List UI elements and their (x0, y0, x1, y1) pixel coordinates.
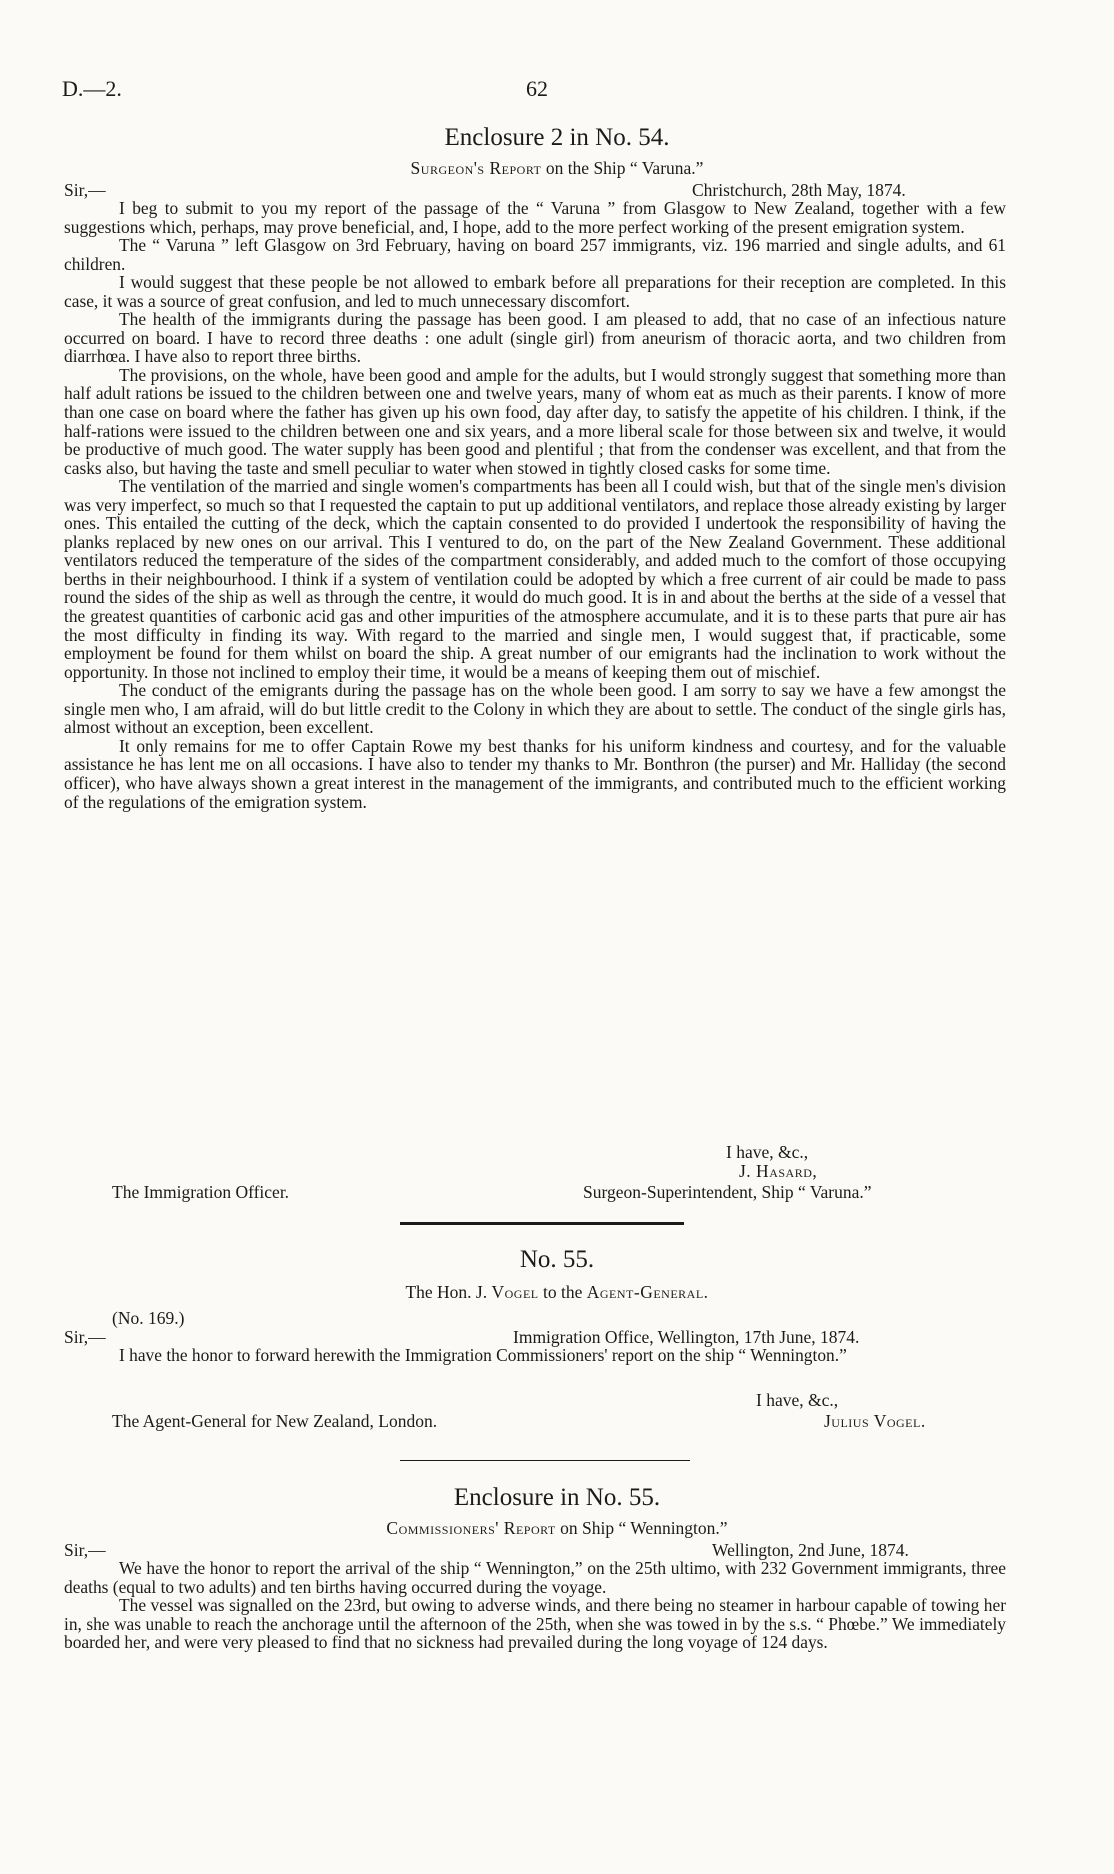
enclosure-55-title: Enclosure in No. 55. (453, 1484, 661, 1511)
paragraph: It only remains for me to offer Captain Rowe my best thanks for his uniform kindness and courtesy, and for the valuable assistance he has lent me on all occasions. I have also to tender my thanks to Mr. Bonthron (the purser) and Mr. Halliday (the second officer), who have always shown a great interest in the management of the immigrants, and contributed much to the efficient working of the regulations of the emigration system. (64, 735, 1006, 812)
place-date: Immigration Office, Wellington, 17th June, 1874. (513, 1327, 860, 1347)
paragraph: The ventilation of the married and single women's compartments has been all I could wish, but that of the single men's division was very imperfect, so much so that I requested the captain to put up additional ventilators, and replace those already existing by larger ones. This entailed the cutting of the deck, which the captain consented to do provided I undertook the responsibility of having the planks replaced by new ones on our arrival. This I ventured to do, on the part of the New Zealand Government. These additional ventilators reduced the temperature of the sides of the compartment considerably, and added much to the comfort of those occupying berths in their neighbourhood. I think if a system of ventilation could be adopted by which a free current of air could be made to pass round the sides of the ship as well as through the centre, it would do much good. It is in and about the berths at the side of a vessel that the greatest quantities of carbonic acid gas and other impurities of the atmosphere accumulate, and it is to these parts that pure air has the most difficulty in finding its way. With regard to the married and single men, I would suggest that, if practicable, some employment be found for them whilst on board the ship. A great number of our emigrants had the inclination to work without the opportunity. In those not inclined to employ their time, it would be a means of keeping them out of mischief. (64, 476, 1006, 682)
enclosure-55-subtitle (0, 1518, 1114, 1539)
salutation: Sir,— (64, 1540, 106, 1560)
paragraph: The health of the immigrants during the passage has been good. I am pleased to add, that no case of an infectious nature occurred on board. I have to record three deaths : one adult (single girl) from aneurism of thoracic aorta, and two children from diarrhœa. I have also to report three births. (64, 309, 1006, 367)
enclosure-2-subtitle (0, 158, 1114, 179)
enclosure-2-title: Enclosure 2 in No. 54. (444, 124, 670, 151)
closing: I have, &c., (756, 1390, 839, 1410)
signer-title: Surgeon-Superintendent, Ship “ Varuna.” (583, 1182, 872, 1202)
report-heading: Commissioners' Report (386, 1518, 556, 1538)
subtitle-prefix: The Hon. J. (405, 1282, 492, 1302)
paragraph: I beg to submit to you my report of the passage of the “ Varuna ” from Glasgow to New Zealand, together with a few suggestions which, perhaps, may prove beneficial, and, I hope, add to the more perfect working of the present emigration system. (64, 198, 1006, 237)
addressee: The Immigration Officer. (112, 1182, 290, 1202)
ship-name: on the Ship “ Varuna.” (541, 158, 704, 178)
addressee: The Agent-General for New Zealand, London. (112, 1411, 438, 1431)
letter-body (64, 199, 1006, 811)
paragraph: We have the honor to report the arrival of the ship “ Wennington,” on the 25th ultimo, with 232 Government immigrants, three deaths (equal to two adults) and ten births having occurred during the voyage. (64, 1558, 1006, 1597)
section-divider (400, 1460, 690, 1461)
salutation: Sir,— (64, 180, 106, 200)
letter-body (64, 1559, 1006, 1652)
report-heading: Surgeon's Report (410, 158, 542, 178)
no-55-subtitle (0, 1282, 1114, 1303)
page-number: 62 (526, 76, 548, 101)
ship-name: on Ship “ Wennington.” (555, 1518, 728, 1538)
closing: I have, &c., (726, 1142, 809, 1162)
no-55-title: No. 55. (519, 1246, 595, 1273)
section-divider (400, 1222, 684, 1225)
recipient-name: Agent-General. (586, 1282, 709, 1302)
place-date: Wellington, 2nd June, 1874. (712, 1540, 909, 1560)
document-reference: D.—2. (62, 76, 122, 101)
paragraph: The “ Varuna ” left Glasgow on 3rd February, having on board 257 immigrants, viz. 196 married and single adults, and 61 children. (64, 235, 1006, 274)
signature: J. Hasard, (739, 1161, 818, 1181)
salutation: Sir,— (64, 1327, 106, 1347)
paragraph: The conduct of the emigrants during the passage has on the whole been good. I am sorry to say we have a few amongst the single men who, I am afraid, will do but little credit to the Colony in which they are about to settle. The conduct of the single girls has, almost without an exception, been excellent. (64, 680, 1006, 738)
place-date: Christchurch, 28th May, 1874. (692, 180, 906, 200)
signature: Julius Vogel. (824, 1411, 926, 1431)
paragraph: I have the honor to forward herewith the Immigration Commissioners' report on the ship “ Wennington.” (119, 1345, 847, 1365)
paragraph: The vessel was signalled on the 23rd, but owing to adverse winds, and there being no steamer in harbour capable of towing her in, she was unable to reach the anchorage until the afternoon of the 25th, when she was towed in by the s.s. “ Phœbe.” We immediately boarded her, and were very pleased to find that no sickness had prevailed during the long voyage of 124 days. (64, 1595, 1006, 1653)
paragraph: The provisions, on the whole, have been good and ample for the adults, but I would strongly suggest that something more than half adult rations be issued to the children between one and twelve years, many of whom eat as much as their parents. I know of more than one case on board where the father has given up his own food, day after day, to satisfy the appetite of his children. I think, if the half-rations were issued to the children between one and six years, and a more liberal scale for those between six and twelve, it would be productive of much good. The water supply has been good and plentiful ; that from the condenser was excellent, and that from the casks also, but having the taste and smell peculiar to water when stowed in tightly closed casks for some time. (64, 364, 1006, 478)
paragraph: I would suggest that these people be not allowed to embark before all preparations for their reception are completed. In this case, it was a source of great confusion, and led to much unnecessary discomfort. (64, 272, 1006, 311)
sender-name: Vogel (491, 1282, 539, 1302)
letter-body (64, 1346, 1006, 1365)
subtitle-connector: to the (538, 1282, 587, 1302)
reference-number: (No. 169.) (112, 1308, 185, 1328)
